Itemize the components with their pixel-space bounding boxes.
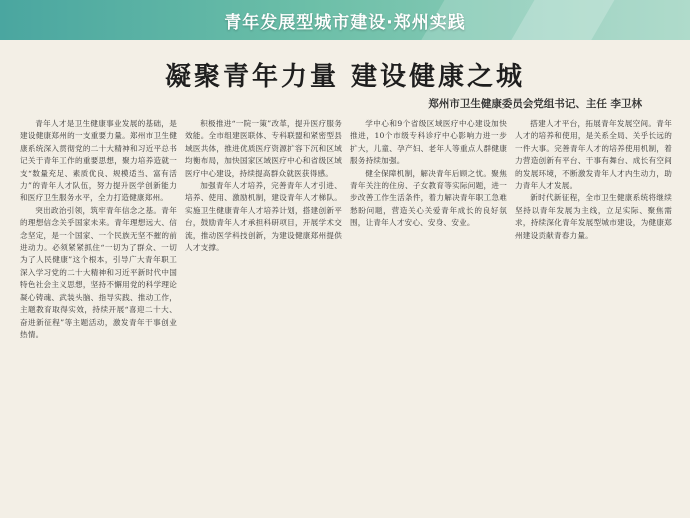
section-banner [0,0,690,40]
article-byline: 郑州市卫生健康委员会党组书记、主任 李卫林 [428,98,642,110]
text-column [350,118,507,510]
paragraph: 突出政治引领，筑牢青年信念之基。青年的理想信念关乎国家未来。青年理想远大、信念坚定，是一个国家、一个民族无坚不摧的前进动力。必须紧紧抓住“一切为了群众、一切为了人民健康”这个根本，引导广大青年职工深入学习党的二十大精神和习近平新时代中国特色社会主义思想，坚持不懈用党的科学理论凝心铸魂、武装头脑、指导实践、推动工作，主题教育取得实效，持续开展“喜迎二十大、奋进新征程”等主题活动，激发青年干事创业热情。 [20,205,177,339]
text-column [20,118,177,510]
paragraph: 积极推进“一院一策”改革，提升医疗服务效能。全市组建医联体、专科联盟和紧密型县域医共体，推进优质医疗资源扩容下沉和区域均衡布局，加快国家区域医疗中心和省级区域医疗中心建设，持续提高群众就医获得感。 [185,119,342,178]
article-body [20,118,672,510]
paragraph: 加强青年人才培养，完善青年人才引进、培养、使用、激励机制，建设青年人才梯队。实施卫生健康青年人才培养计划，搭建创新平台，鼓励青年人才承担科研项目，开展学术交流，推动医学科技创新，为建设健康郑州提供人才支撑。 [185,181,342,253]
paragraph: 学中心和9个省级区域医疗中心建设加快推进，10个市级专科诊疗中心影响力进一步扩大，儿童、孕产妇、老年人等重点人群健康服务持续加强。 [350,119,507,166]
paragraph: 健全保障机制，解决青年后顾之忧。聚焦青年关注的住房、子女教育等实际问题，进一步改善工作生活条件，着力解决青年职工急难愁盼问题，营造关心关爱青年成长的良好氛围，让青年人才安心、安身、安业。 [350,168,507,228]
paragraph: 搭建人才平台，拓展青年发展空间。青年人才的培养和使用，是关系全局、关乎长远的一件大事。完善青年人才的培养使用机制，着力营造创新有平台、干事有舞台、成长有空间的发展环境，不断激发青年人才内生动力，助力青年人才发展。 [515,119,672,191]
article-headline: 凝聚青年力量 建设健康之城 [164,62,526,92]
paragraph: 青年人才是卫生健康事业发展的基础，是建设健康郑州的一支重要力量。郑州市卫生健康系统深入贯彻党的二十大精神和习近平总书记关于青年工作的重要思想，聚力培养造就一支“数量充足、素质优良、规模适当、富有活力”的青年人才队伍，努力提升医学创新能力和医疗卫生服务水平，全力打造健康郑州。 [20,119,177,203]
paragraph: 新时代新征程，全市卫生健康系统将继续坚持以青年发展为主线，立足实际、聚焦需求，持续深化青年发展型城市建设，为健康郑州建设贡献青春力量。 [515,193,672,240]
text-column [515,118,672,510]
banner-title: 青年发展型城市建设·郑州实践 [224,13,466,33]
text-column [185,118,342,510]
